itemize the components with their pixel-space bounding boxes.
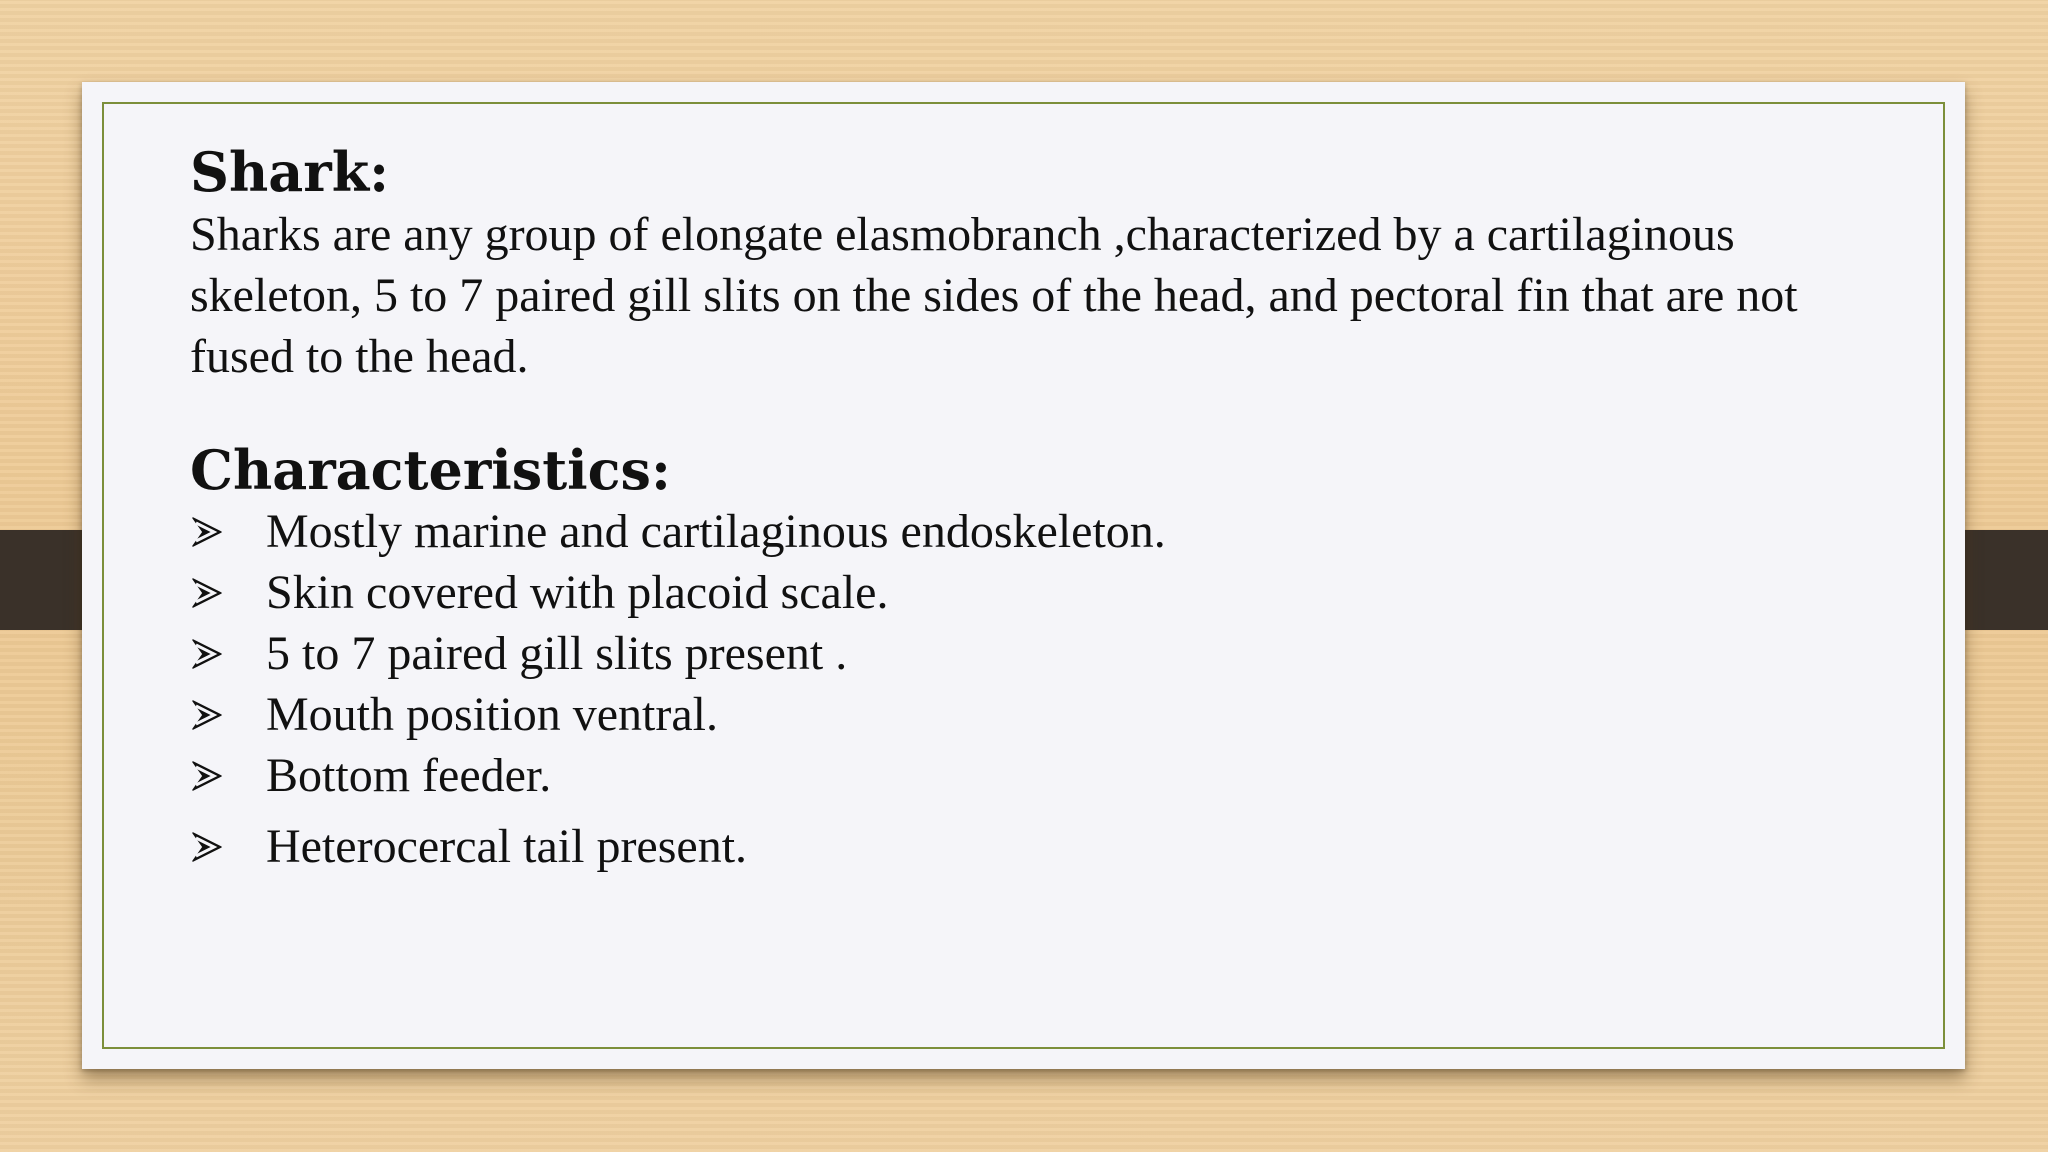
list-item-text: Bottom feeder.: [266, 749, 552, 802]
list-item-text: Mouth position ventral.: [266, 688, 718, 741]
list-item-text: 5 to 7 paired gill slits present .: [266, 627, 848, 680]
arrowhead-bullet-icon: [190, 759, 224, 793]
arrowhead-bullet-icon: [190, 830, 224, 864]
arrowhead-bullet-icon: [190, 515, 224, 549]
shark-definition: Sharks are any group of elongate elasmobranch ,characterized by a cartilaginous skeleton, 5 to 7 paired gill slits on the sides of the head, and pectoral fin that are not fused to the head.: [190, 208, 1798, 383]
slide-content: [190, 140, 1870, 877]
characteristics-list: [190, 501, 1870, 877]
list-item: [190, 816, 1870, 877]
list-item: [190, 562, 1870, 623]
list-item: [190, 745, 1870, 806]
arrowhead-bullet-icon: [190, 576, 224, 610]
list-item-text: Heterocercal tail present.: [266, 820, 748, 873]
arrowhead-bullet-icon: [190, 698, 224, 732]
list-item: [190, 684, 1870, 745]
list-item-text: Skin covered with placoid scale.: [266, 566, 889, 619]
list-item: [190, 623, 1870, 684]
characteristics-heading: Characteristics:: [190, 438, 671, 502]
shark-heading: Shark:: [190, 140, 390, 204]
list-item: [190, 501, 1870, 562]
list-item-text: Mostly marine and cartilaginous endoskeleton.: [266, 505, 1166, 558]
slide: [82, 82, 1965, 1069]
arrowhead-bullet-icon: [190, 637, 224, 671]
